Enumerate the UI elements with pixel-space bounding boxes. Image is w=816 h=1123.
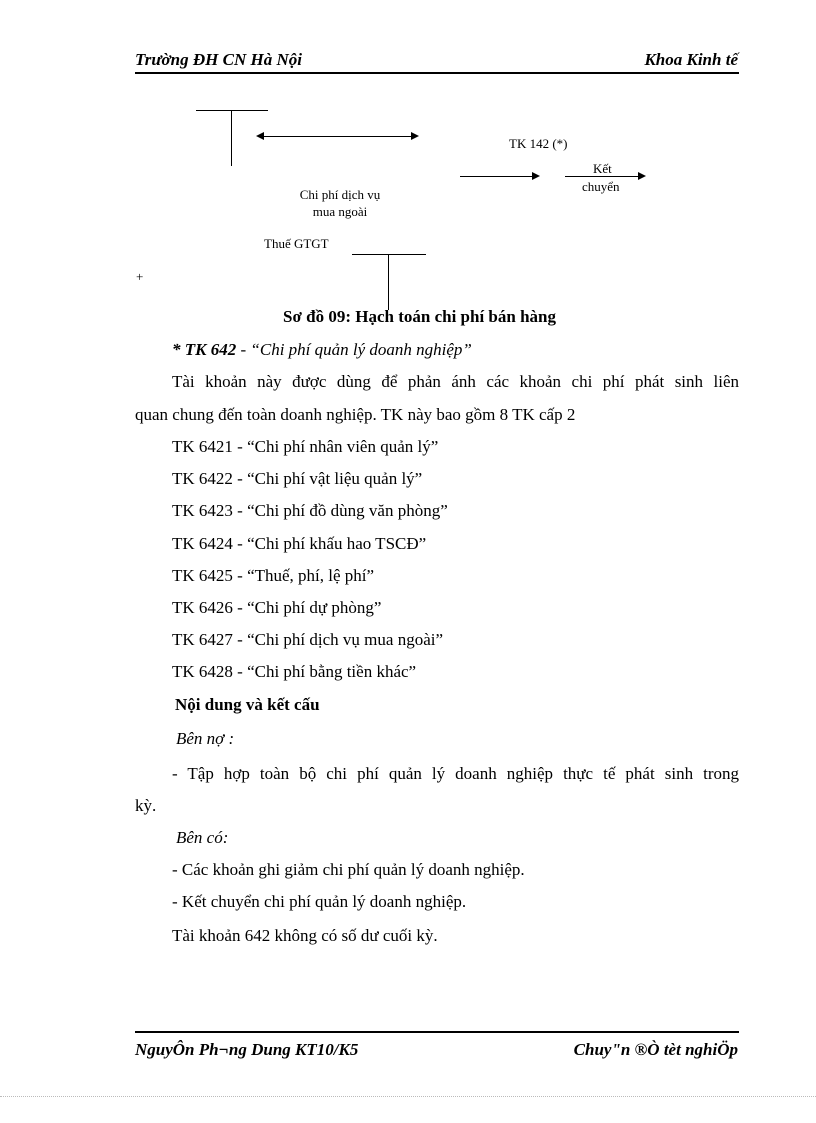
t-account-stem	[231, 110, 232, 166]
arrow-right-icon	[638, 172, 646, 180]
header-school: Trường ĐH CN Hà Nội	[135, 50, 302, 69]
intro-line-1: Tài khoản này được dùng để phản ánh các khoản chi phí phát sinh liên	[172, 372, 739, 391]
ben-no-item-line-2: kỳ.	[135, 796, 157, 815]
chi-phi-label-1: Chi phí dịch vụ	[299, 187, 381, 202]
chi-phi-label-2: mua ngoài	[312, 204, 368, 219]
tk642-title	[172, 340, 472, 360]
arrow-left-icon	[256, 132, 264, 140]
ben-co-item-1: - Các khoản ghi giảm chi phí quản lý doanh nghiệp.	[172, 860, 525, 879]
account-6425: TK 6425 - “Thuế, phí, lệ phí”	[172, 566, 375, 585]
closing-sentence: Tài khoản 642 không có số dư cuối kỳ.	[172, 926, 438, 945]
intro-line-2: quan chung đến toàn doanh nghiệp. TK này bao gồm 8 TK cấp 2	[135, 405, 576, 424]
tk642-name: “Chi phí quản lý doanh nghiệp”	[250, 340, 472, 359]
ben-no-label: Bên nợ :	[176, 729, 235, 748]
thue-gtgt-label: Thuế GTGT	[264, 236, 329, 251]
footer-author: NguyÔn Ph¬ng Dung KT10/K5	[135, 1040, 359, 1059]
arrow-right-icon	[532, 172, 540, 180]
page-bottom-border	[0, 1096, 816, 1097]
account-6428: TK 6428 - “Chi phí bằng tiền khác”	[172, 662, 417, 681]
double-arrow-line	[264, 136, 411, 137]
ket-chuyen-line	[565, 176, 638, 177]
tk642-dash: -	[236, 340, 251, 359]
header-rule	[135, 72, 739, 74]
footer-title: Chuy"n ®Ò tèt nghiÖp	[573, 1040, 738, 1059]
t-account-2-top	[352, 254, 426, 255]
account-6421: TK 6421 - “Chi phí nhân viên quản lý”	[172, 437, 439, 456]
ket-label: Kết	[593, 161, 612, 176]
tk142-label: TK 142 (*)	[509, 136, 568, 151]
t-account-top	[196, 110, 268, 111]
ben-co-item-2: - Kết chuyển chi phí quản lý doanh nghiệp.	[172, 892, 467, 911]
account-6424: TK 6424 - “Chi phí khấu hao TSCĐ”	[172, 534, 427, 553]
plus-sign: +	[136, 269, 144, 284]
content-heading: Nội dung và kết cấu	[175, 695, 320, 714]
account-6427: TK 6427 - “Chi phí dịch vụ mua ngoài”	[172, 630, 444, 649]
tk642-code: * TK 642	[172, 340, 237, 359]
account-6422: TK 6422 - “Chi phí vật liệu quản lý”	[172, 469, 423, 488]
account-6423: TK 6423 - “Chi phí đồ dùng văn phòng”	[172, 501, 448, 520]
t-account-2-stem	[388, 254, 389, 310]
ben-co-label: Bên có:	[176, 828, 229, 847]
diagram-caption: Sơ đồ 09: Hạch toán chi phí bán hàng	[283, 307, 556, 326]
account-6426: TK 6426 - “Chi phí dự phòng”	[172, 598, 382, 617]
chuyen-label: chuyển	[582, 179, 620, 194]
ben-no-item-line-1: - Tập hợp toàn bộ chi phí quản lý doanh nghiệp thực tế phát sinh trong	[172, 764, 739, 783]
header-department: Khoa Kinh tế	[644, 50, 738, 69]
arrow-to-tk142-line	[460, 176, 532, 177]
arrow-right-icon	[411, 132, 419, 140]
footer-rule	[135, 1031, 739, 1033]
